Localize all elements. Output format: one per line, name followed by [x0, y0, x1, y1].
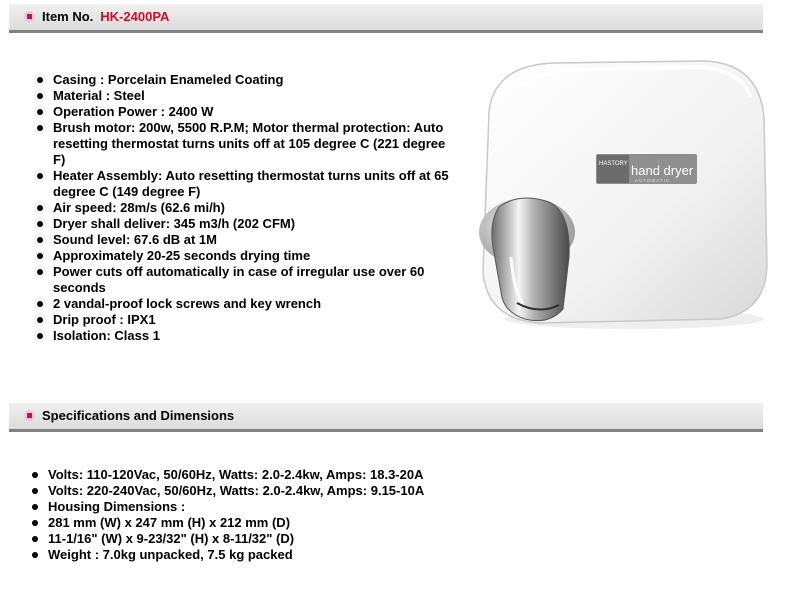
dimension-item: Weight : 7.0kg unpacked, 7.5 kg packed	[30, 547, 490, 563]
product-text: hand dryer	[631, 163, 694, 178]
bullet-icon	[27, 413, 32, 418]
feature-item: Sound level: 67.6 dB at 1M	[35, 232, 455, 248]
feature-item: Heater Assembly: Auto resetting thermostat turns units off at 65 degree C (149 degree F)	[35, 168, 455, 200]
sub-text: AUTOMATIC	[635, 178, 671, 183]
feature-item: Approximately 20-25 seconds drying time	[35, 248, 455, 264]
bullet-icon	[27, 14, 32, 19]
feature-item: 2 vandal-proof lock screws and key wrench	[35, 296, 455, 312]
feature-item: Air speed: 28m/s (62.6 mi/h)	[35, 200, 455, 216]
product-image	[459, 57, 777, 335]
item-header	[42, 9, 169, 24]
feature-item: Drip proof : IPX1	[35, 312, 455, 328]
dimensions-list	[30, 467, 490, 563]
brand-text: HASTORY	[599, 161, 628, 167]
item-label: Item No.	[42, 9, 94, 24]
feature-item: Power cuts off automatically in case of irregular use over 60 seconds	[35, 264, 455, 296]
features-list	[35, 72, 455, 344]
feature-item: Isolation: Class 1	[35, 328, 455, 344]
item-header-bar	[9, 4, 763, 33]
item-number: HK-2400PA	[100, 9, 170, 24]
feature-item: Dryer shall deliver: 345 m3/h (202 CFM)	[35, 216, 455, 232]
spec-section-bar	[9, 403, 763, 432]
feature-item: Operation Power : 2400 W	[35, 104, 455, 120]
feature-item: Casing : Porcelain Enameled Coating	[35, 72, 455, 88]
dimension-item: Volts: 220-240Vac, 50/60Hz, Watts: 2.0-2.4kw, Amps: 9.15-10A	[30, 483, 490, 499]
dimension-item: 11-1/16" (W) x 9-23/32" (H) x 8-11/32" (D)	[30, 531, 490, 547]
dimension-item: Volts: 110-120Vac, 50/60Hz, Watts: 2.0-2.4kw, Amps: 18.3-20A	[30, 467, 490, 483]
dimension-item: 281 mm (W) x 247 mm (H) x 212 mm (D)	[30, 515, 490, 531]
hand-dryer-illustration	[459, 57, 777, 335]
dimension-item: Housing Dimensions :	[30, 499, 490, 515]
spec-section-title: Specifications and Dimensions	[42, 408, 235, 423]
feature-item: Brush motor: 200w, 5500 R.P.M; Motor thermal protection: Auto resetting thermostat turns units off at 105 degree C (221 degree F)	[35, 120, 455, 168]
feature-item: Material : Steel	[35, 88, 455, 104]
